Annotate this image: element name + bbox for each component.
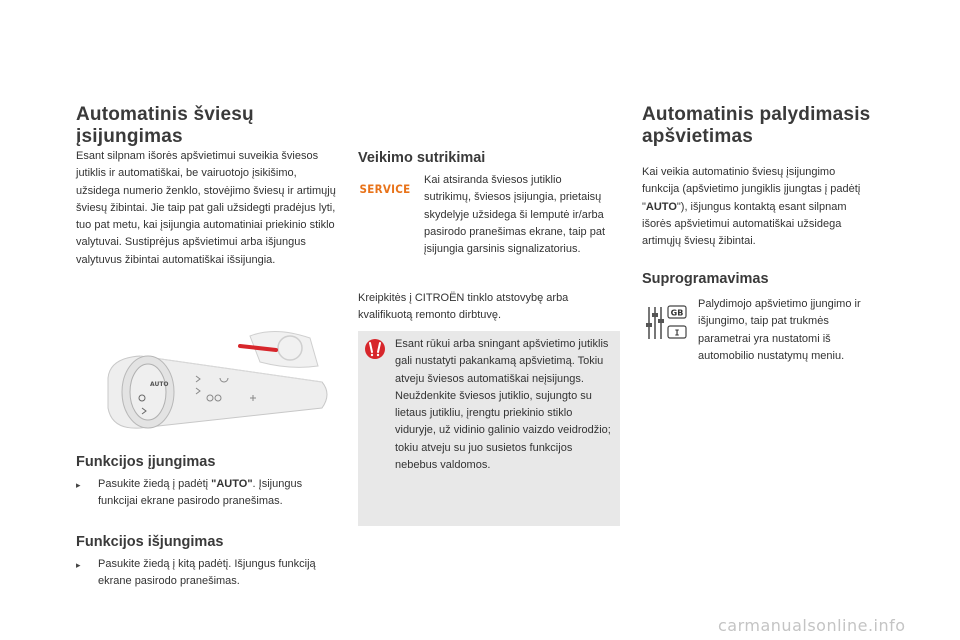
note-box	[358, 331, 620, 526]
page-title: Automatinis šviesų įsijungimas	[76, 104, 254, 147]
watermark: carmanualsonline.info	[718, 616, 906, 635]
functions-off-bullet: ▸ Pasukite žiedą į kitą padėtį. Išjungus funkciją ekrane pasirodo pranešimas.	[76, 556, 338, 591]
warning-exclamation-icon	[364, 338, 386, 360]
right-title: Automatinis palydimasis apšvietimas	[642, 104, 871, 147]
auto-lights-intro: Esant silpnam išorės apšvietimui suveikia šviesos jutiklis ir automatiškai, be vairuotojo įsikišimo, užsidega numerio ženklo, stovėjimo šviesų ir artimųjų šviesų žibintai. Jie taip pat gali užsidegti pradėjus lyti, tuo pat metu, kai įsijungia automatiniai priekinio stiklo valytuvai. Sustiprėjus apšvietimui arba išjungus valytuvus žibintai automatiškai išsijungia.	[76, 150, 336, 266]
settings-menu-icon	[644, 303, 690, 343]
left-column	[76, 104, 346, 148]
light-stalk-illustration	[100, 318, 332, 440]
pointer-icon: ▸	[76, 480, 81, 490]
light-stalk-icon	[100, 318, 332, 440]
service-warning-icon: SERVICE	[359, 182, 411, 196]
pointer-icon: ▸	[76, 560, 81, 570]
functions-on-bullet: ▸ Pasukite žiedą į padėtį "AUTO". Įsijungus funkcijai ekrane pasirodo pranešimas.	[76, 476, 338, 511]
programming-text: Palydimojo apšvietimo įjungimo ir išjungimo, taip pat trukmės parametrai yra nustatomi iš automobilio nustatymų meniu.	[698, 298, 861, 362]
note-text: Esant rūkui arba sningant apšvietimo jutiklis gali nustatyti pakankamą apšvietimą. Tokiu atveju šviesos automatiškai neįsijungs. Neuždenkite šviesos jutiklio, sujungto su lietaus jutikliu, įrengtu priekinio stiklo viduryje, už vidinio galinio vaizdo veidrodžio; tokiu atveju su juo susietos funkcijos nebebus valdomos.	[395, 338, 611, 472]
contact-dealer-text: Kreipkitės į CITROËN tinklo atstovybę arba kvalifikuotą remonto dirbtuvę.	[358, 292, 569, 322]
functions-off-title: Funkcijos išjungimas	[76, 534, 224, 550]
service-description: Kai atsiranda šviesos jutiklio sutrikimų, šviesos įsijungia, prietaisų skydelyje užsidega ši lemputė ir/arba pasirodo pranešimas ekrane, taip pat įsijungia garsinis signalizatorius.	[424, 174, 605, 256]
functions-on-title: Funkcijos įjungimas	[76, 454, 216, 470]
follow-me-intro: Kai veikia automatinio šviesų įsijungimo funkcija (apšvietimo jungiklis įjungtas į padėtį "AUTO"), išjungus kontaktą esant silpnam išorės apšvietimui automatiškai užsidega artimųjų šviesų žibintai.	[642, 166, 861, 248]
menu-glyph: I	[674, 328, 680, 338]
malfunctions-title: Veikimo sutrikimai	[358, 150, 486, 166]
auto-ring-label: AUTO	[150, 381, 169, 388]
gb-label: GB	[670, 308, 684, 318]
programming-title: Suprogramavimas	[642, 271, 769, 287]
